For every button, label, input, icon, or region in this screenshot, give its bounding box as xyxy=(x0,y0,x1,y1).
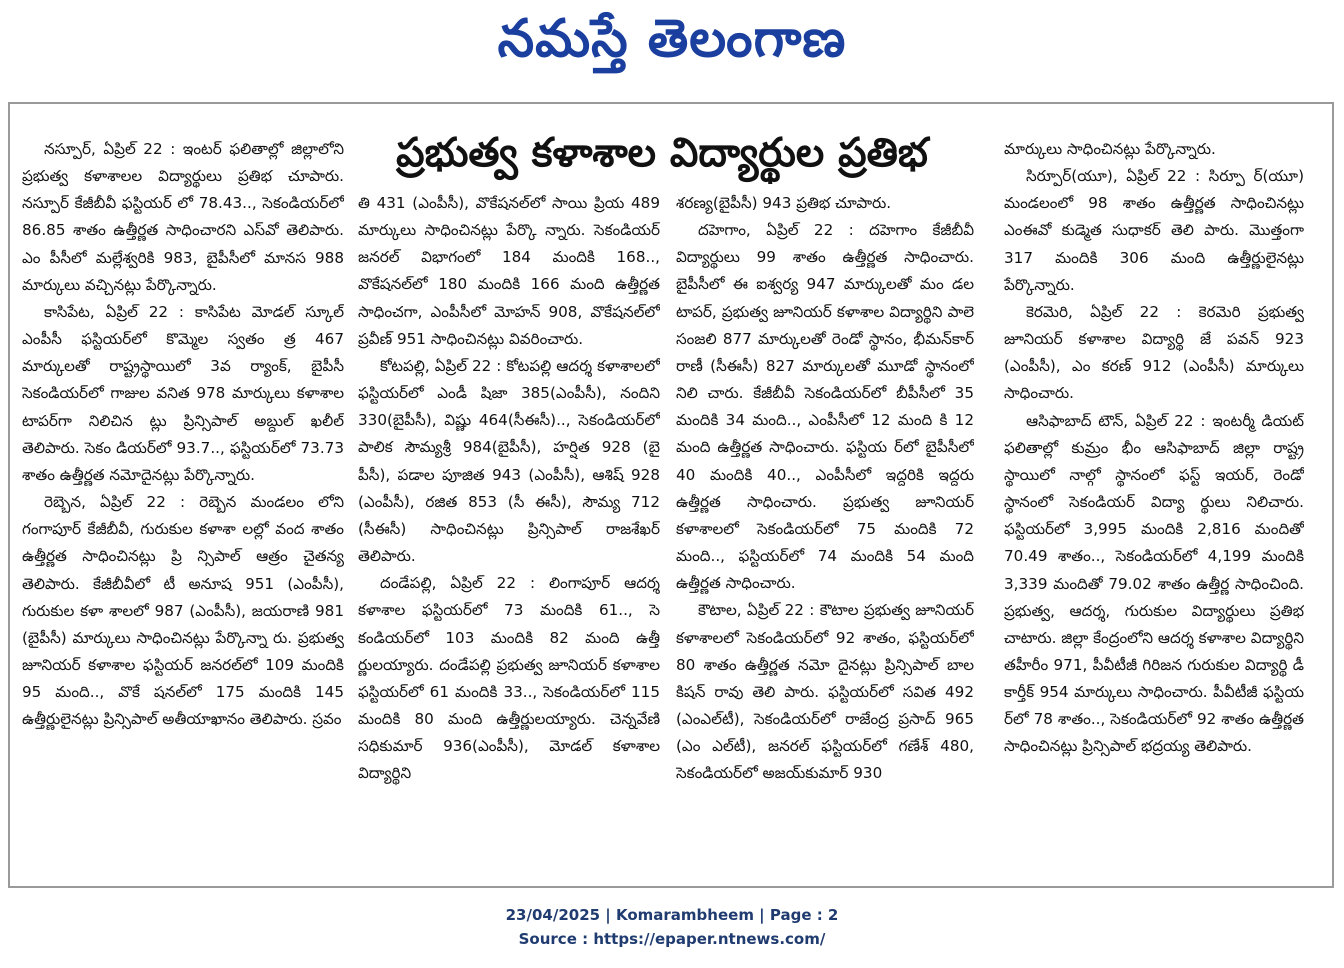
paragraph-continued: శరణ్య(బైపీసీ) 943 ప్రతిభ చూపారు. xyxy=(676,194,892,212)
article-column-3 xyxy=(676,190,974,866)
article-column-2 xyxy=(358,190,660,866)
paragraph-dandepalli: దండేపల్లి, ఏప్రిల్ 22 : లింగాపూర్ ఆదర్శ కళాశాల ఫస్టియర్‌లో 73 మందికి 61.., సె కండియర్‌లో 103 మందికి 82 మంది ఉత్తీ ర్ణులయ్యారు. దండేపల్లి ప్రభుత్వ జూనియర్ కళాశాల ఫస్టియర్‌లో 61 మందికి 33.., సెకండియర్‌లో 115 మందికి 80 మంది ఉత్తీర్ణులయ్యారు. చెన్నవేణి సధికుమార్ 936(ఎంపీసీ), మోడల్ కళాశాల విద్యార్థిని xyxy=(358,574,660,783)
paragraph-sirpur: సిర్పూర్(యూ), ఏప్రిల్ 22 : సిర్పూ ర్(యూ) మండలంలో 98 శాతం ఉత్తీర్ణత సాధించినట్లు ఎంఈవో కుడ్మెత సుధాకర్ తెలి పారు. మొత్తంగా 317 మందికి 306 మంది ఉత్తీర్ణులైనట్లు పేర్కొన్నారు. xyxy=(1004,167,1304,294)
paragraph-naspur: నస్పూర్, ఏప్రిల్ 22 : ఇంటర్ ఫలితాల్లో జిల్లాలోని ప్రభుత్వ కళాశాలల విద్యార్థులు ప్రతిభ చూపారు. నస్పూర్ కేజీబీవీ ఫస్టియర్ లో 78.43.., సెకండియర్‌లో 86.85 శాతం ఉత్తీర్ణత సాధించారని ఎస్‌వో తెలిపారు. ఎం పీసీలో మల్లేశ్వరికి 983, బైపీసీలో మానస 988 మార్కులు వచ్చినట్లు పేర్కొన్నారు. xyxy=(22,140,344,294)
paragraph-kautala: కౌటాల, ఏప్రిల్ 22 : కౌటాల ప్రభుత్వ జూనియర్ కళాశాలలో సెకండియర్‌లో 92 శాతం, ఫస్టియర్‌లో 80 శాతం ఉత్తీర్ణత నమో దైనట్లు ప్రిన్సిపాల్ బాల కిషన్ రావు తెలి పారు. ఫస్టియర్‌లో సవిత 492 (ఎంఎల్‌టీ), సెకండియర్‌లో రాజేంద్ర ప్రసాద్ 965 (ఎం ఎల్‌టీ), జనరల్ ఫస్టియర్‌లో గణేశ్ 480, సెకండియర్‌లో అజయ్‌కుమార్ 930 xyxy=(676,601,974,783)
paragraph-kerameri: కెరమెరి, ఏప్రిల్ 22 : కెరమెరి ప్రభుత్వ జూనియర్ కళాశాల విద్యార్థి జే పవన్ 923 (ఎంపీసీ), ఎం కరణ్ 912 (ఎంపీసీ) మార్కులు సాధించారు. xyxy=(1004,302,1304,403)
paragraph-kotapalli: కోటపల్లి, ఏప్రిల్ 22 : కోటపల్లి ఆదర్శ కళాశాలలో ఫస్టియర్‌లో ఎండీ షిజా 385(ఎంపీసీ), నందిని 330(బైపీసీ), విష్ణు 464(సీఈసీ).., సెకండియర్‌లో పాలిక సౌమ్యశ్రీ 984(బైపీసీ), హర్షిత 928 (బై పీసీ), పడాల పూజిత 943 (ఎంపీసీ), ఆశిష్ 928 (ఎంపీసీ), రజిత 853 (సీ ఈసీ), సౌమ్య 712 (సీఈసీ) సాధించినట్లు ప్రిన్సిపాల్ రాజశేఖర్ తెలిపారు. xyxy=(358,356,660,566)
paragraph-asifabad: ఆసిఫాబాద్ టౌన్, ఏప్రిల్ 22 : ఇంటర్మీ డియట్ ఫలితాల్లో కుమ్రం భీం ఆసిఫాబాద్ జిల్లా రాష్ట్ర స్థాయిలో నాల్గో స్థానంలో ఫస్ట్ ఇయర్, రెండో స్థానంలో సెకండియర్ విద్యా ర్థులు నిలిచారు. ఫస్టియర్‌లో 3,995 మందికి 2,816 మందితో 70.49 శాతం.., సెకండియర్‌లో 4,199 మందికి 3,339 మందితో 79.02 శాతం ఉత్తీర్ణ సాధించింది. ప్రభుత్వ, ఆదర్శ, గురుకుల విద్యార్థులు ప్రతిభ చాటారు. జిల్లా కేంద్రంలోని ఆదర్శ కళాశాల విద్యార్థిని తహీరీం 971, పీవీటీజీ గిరిజన గురుకుల విద్యార్థి డీ కార్తీక్ 954 మార్కులు సాధించారు. పీవీటీజీ ఫస్టియ ర్‌లో 78 శాతం.., సెకండియర్‌లో 92 శాతం ఉత్తీర్ణత సాధించినట్లు ప్రిన్సిపాల్ భద్రయ్య తెలిపారు. xyxy=(1004,411,1304,756)
paragraph-continued: తి 431 (ఎంపీసీ), వొకేషనల్‌లో సాయి ప్రియ 489 మార్కులు సాధించినట్లు పేర్కొ న్నారు. సెకండియర్ జనరల్ విభాగంలో 184 మందికి 168.., వొకేషనల్‌లో 180 మందికి 166 మంది ఉత్తీర్ణత సాధించగా, ఎంపీసీలో మోహన్ 908, వొకేషనల్‌లో ప్రవీణ్ 951 సాధించినట్లు వివరించారు. xyxy=(358,194,660,348)
article-column-1 xyxy=(22,136,344,866)
paragraph-dahegam: దహెగాం, ఏప్రిల్ 22 : దహెగాం కేజీబీవీ విద్యార్థులు 99 శాతం ఉత్తీర్ణత సాధించారు. బైపీసీలో ఈ ఐశ్వర్య 947 మార్కులతో మం డల టాపర్, ప్రభుత్వ జూనియర్ కళాశాల విద్యార్థిని పాలె సంజలి 877 మార్కులతో రెండో స్థానం, భీమన్‌కార్ రాణీ (సీఈసీ) 827 మార్కులతో మూడో స్థానంలో నిలి చారు. కేజీబీవీ సెకండియర్‌లో బీపీసీలో 35 మందికి 34 మంది.., ఎంపీసీలో 12 మంది కి 12 మంది ఉత్తీర్ణత సాధించారు. ఫస్టియ ర్‌లో బైపీసీలో 40 మందికి 40.., ఎంపీసీలో ఇద్దరికి ఇద్దరు ఉత్తీర్ణత సాధించారు. ప్రభుత్వ జూనియర్ కళాశాలలో సెకండియర్‌లో 75 మందికి 72 మంది.., ఫస్టియర్‌లో 74 మందికి 54 మంది ఉత్తీర్ణత సాధించారు. xyxy=(676,221,974,593)
masthead xyxy=(0,0,1344,80)
paragraph-rebbena: రెబ్బెన, ఏప్రిల్ 22 : రెబ్బెన మండలం లోని గంగాపూర్ కేజీబీవీ, గురుకుల కళాశా లల్లో వంద శాతం ఉత్తీర్ణత సాధించినట్లు ప్రి న్సిపాల్ ఆత్రం చైతన్య తెలిపారు. కేజీబీవీలో టీ అనూష 951 (ఎంపీసీ), గురుకుల కళా శాలలో 987 (ఎంపీసీ), జయరాణి 981 (బైపీసీ) మార్కులు సాధించినట్లు పేర్కొన్నా రు. ప్రభుత్వ జూనియర్ కళాశాల ఫస్టియర్ జనరల్‌లో 109 మందికి 95 మంది.., వొకే షనల్‌లో 175 మందికి 145 ఉత్తీర్ణులైనట్లు ప్రిన్సిపాల్ అతీయాఖానం తెలిపారు. స్రవం xyxy=(22,493,344,729)
paragraph-kasipet: కాసిపేట, ఏప్రిల్ 22 : కాసిపేట మోడల్ స్కూల్ ఎంపీసీ ఫస్టియర్‌లో కొమ్మెల స్వతం త్ర 467 మార్కులతో రాష్ట్రస్థాయిలో 3వ ర్యాంక్, బైపీసీ సెకండియర్‌లో గాజుల వనిత 978 మార్కులు కళాశాల టాపర్‌గా నిలిచిన ట్లు ప్రిన్సిపాల్ అబ్దుల్ ఖలీల్ తెలిపారు. సెకం డియర్‌లో 93.7.., ఫస్టియర్‌లో 73.73 శాతం ఉత్తీర్ణత నమోదైనట్లు పేర్కొన్నారు. xyxy=(22,302,344,484)
newspaper-logo-title: నమస్తే తెలంగాణ xyxy=(497,9,847,69)
article-column-4 xyxy=(1004,136,1304,866)
footer-source: Source : https://epaper.ntnews.com/ xyxy=(518,930,826,948)
article-headline: ప్రభుత్వ కళాశాల విద్యార్థుల ప్రతిభ xyxy=(396,130,928,176)
paragraph-continued: మార్కులు సాధించినట్లు పేర్కొన్నారు. xyxy=(1004,140,1216,158)
footer-date-edition: 23/04/2025 | Komarambheem | Page : 2 xyxy=(505,906,839,924)
